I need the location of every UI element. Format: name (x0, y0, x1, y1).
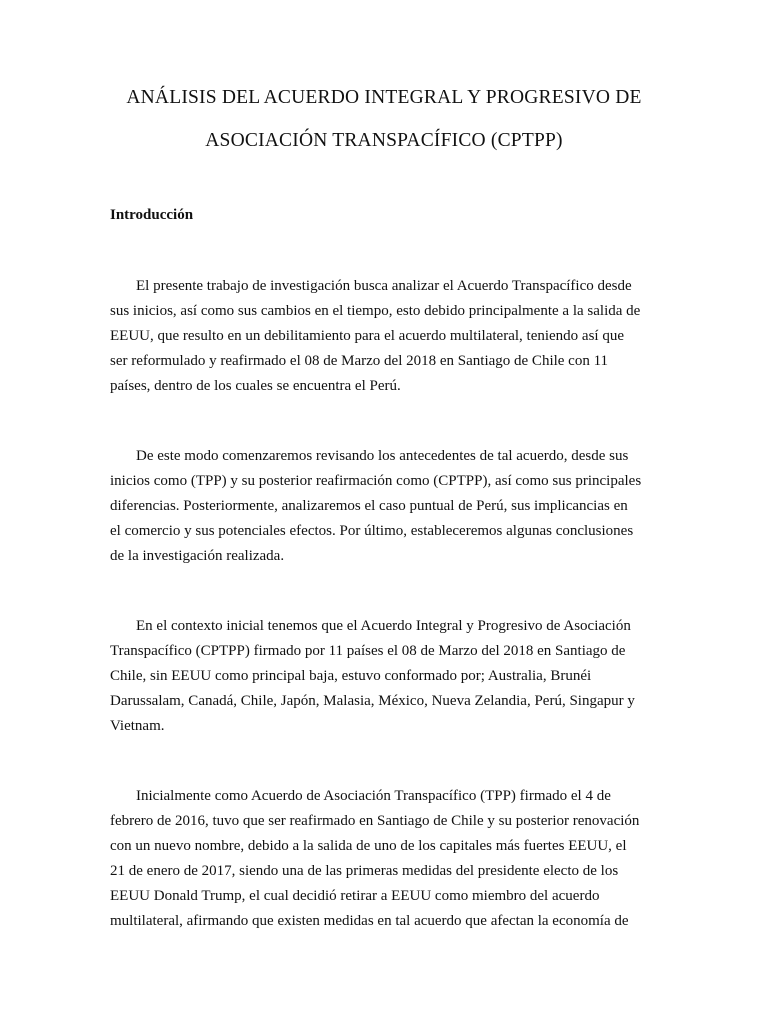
paragraph-line: ser reformulado y reafirmado el 08 de Marzo del 2018 en Santiago de Chile con 11 (110, 353, 609, 369)
paragraph-line: diferencias. Posteriormente, analizaremos el caso puntual de Perú, sus implicancias en (110, 498, 628, 514)
paragraph-line: 21 de enero de 2017, siendo una de las primeras medidas del presidente electo de los (110, 863, 619, 879)
paragraph-line: Transpacífico (CPTPP) firmado por 11 países el 08 de Marzo del 2018 en Santiago de (110, 643, 626, 659)
paragraph-line: sus inicios, así como sus cambios en el tiempo, esto debido principalmente a la salida de (110, 303, 641, 319)
paragraph-line: Inicialmente como Acuerdo de Asociación Transpacífico (TPP) firmado el 4 de (136, 788, 611, 804)
paragraph-line: países, dentro de los cuales se encuentra el Perú. (110, 378, 401, 394)
paragraph-line: con un nuevo nombre, debido a la salida de uno de los capitales más fuertes EEUU, el (110, 838, 627, 854)
paragraph-3 (110, 614, 670, 739)
paragraph-line: EEUU Donald Trump, el cual decidió retirar a EEUU como miembro del acuerdo (110, 888, 600, 904)
paragraph-line: inicios como (TPP) y su posterior reafirmación como (CPTPP), así como sus principales (110, 473, 642, 489)
paragraph-line: Chile, sin EEUU como principal baja, estuvo conformado por; Australia, Brunéi (110, 668, 592, 684)
paragraph-1 (110, 274, 670, 399)
paragraph-4 (110, 784, 670, 934)
paragraph-line: EEUU, que resulto en un debilitamiento para el acuerdo multilateral, teniendo así que (110, 328, 624, 344)
paragraph-line: En el contexto inicial tenemos que el Acuerdo Integral y Progresivo de Asociación (136, 618, 631, 634)
paragraph-line: El presente trabajo de investigación busca analizar el Acuerdo Transpacífico desde (136, 278, 632, 294)
paragraph-line: Darussalam, Canadá, Chile, Japón, Malasia, México, Nueva Zelandia, Perú, Singapur y (110, 693, 635, 709)
paragraph-line: De este modo comenzaremos revisando los antecedentes de tal acuerdo, desde sus (136, 448, 629, 464)
document-title-line-1: ANÁLISIS DEL ACUERDO INTEGRAL Y PROGRESIVO DE (126, 87, 642, 108)
section-heading-introduccion: Introducción (110, 207, 194, 223)
paragraph-2 (110, 444, 670, 569)
paragraph-line: febrero de 2016, tuvo que ser reafirmado en Santiago de Chile y su posterior renovación (110, 813, 640, 829)
paragraph-line: multilateral, afirmando que existen medidas en tal acuerdo que afectan la economía de (110, 913, 629, 929)
paragraph-line: el comercio y sus potenciales efectos. Por último, estableceremos algunas conclusiones (110, 523, 634, 539)
paragraph-line: Vietnam. (110, 718, 165, 734)
document-title-line-2: ASOCIACIÓN TRANSPACÍFICO (CPTPP) (205, 130, 563, 151)
paragraph-line: de la investigación realizada. (110, 548, 285, 564)
